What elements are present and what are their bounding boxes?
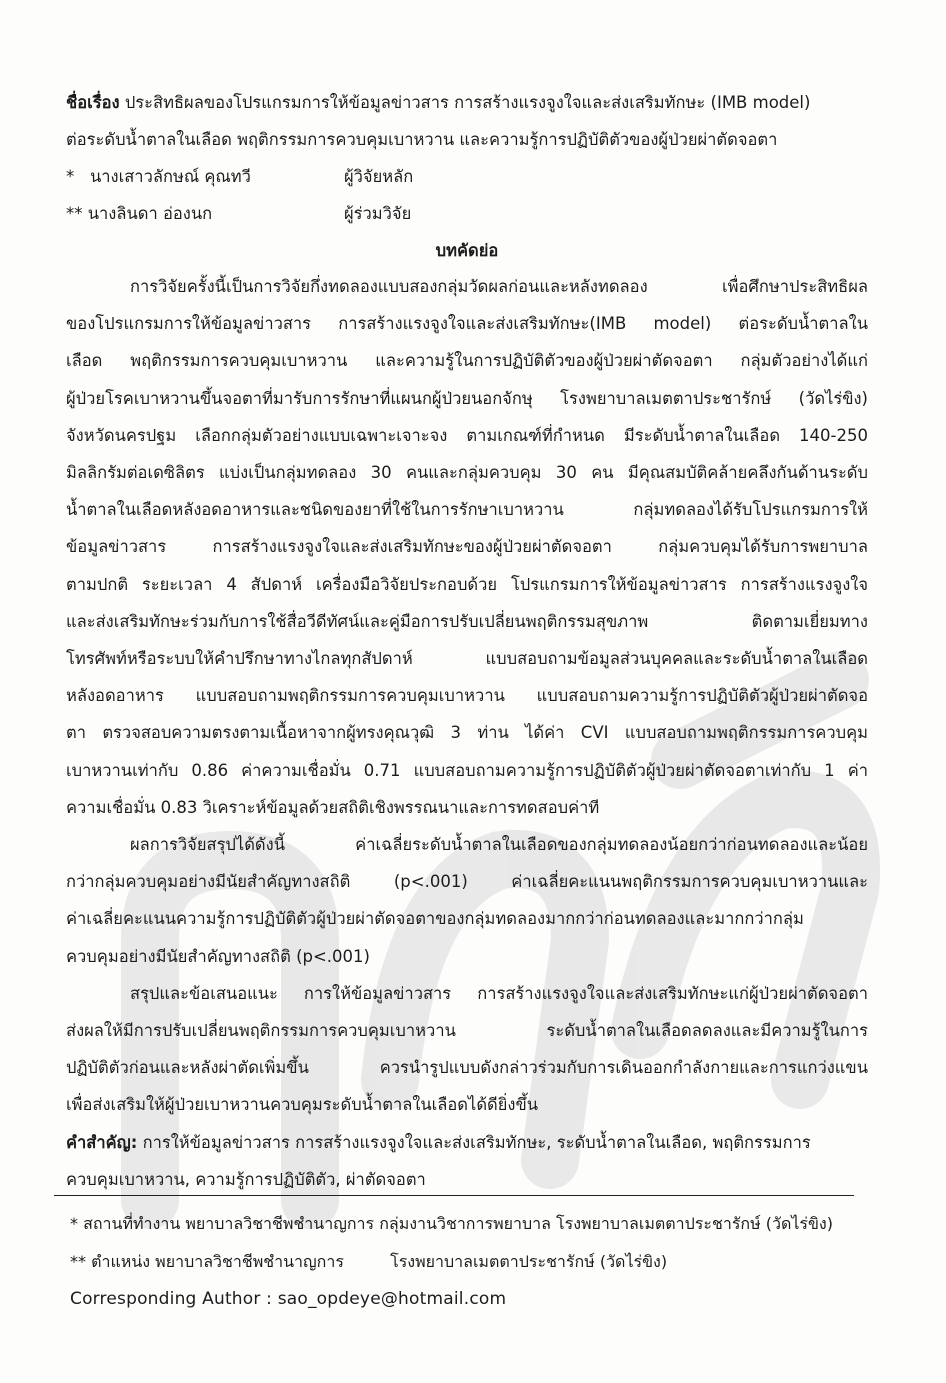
p2-line: ค่าเฉลี่ยคะแนนความรู้การปฏิบัติตัวผู้ป่วยผ่าตัดจอตาของกลุ่มทดลองมากกว่าก่อนทดลองและมากกว่ากลุ่ม: [66, 909, 804, 929]
footnote-position-title: ** ตำแหน่ง พยาบาลวิชาชีพชำนาญการ: [70, 1252, 344, 1271]
p3-line: เพื่อส่งเสริมให้ผู้ป่วยเบาหวานควบคุมระดับน้ำตาลในเลือดได้ดียิ่งขึ้น: [66, 1095, 539, 1115]
title-line-1: [66, 84, 868, 121]
author-1-name: นางเสาวลักษณ์ คุณทวี: [90, 167, 251, 186]
p3-line: ส่งผลให้มีการปรับเปลี่ยนพฤติกรรมการควบคุมเบาหวาน ระดับน้ำตาลในเลือดลดลงและมีความรู้ในการ: [66, 1021, 868, 1041]
p1-line: ข้อมูลข่าวสาร การสร้างแรงจูงใจและส่งเสริมทักษะของผู้ป่วยผ่าตัดจอตา กลุ่มควบคุมได้รับการพยาบาล: [66, 537, 868, 557]
keywords-line-2: ควบคุมเบาหวาน, ความรู้การปฏิบัติตัว, ผ่าตัดจอตา: [66, 1169, 426, 1189]
corresponding-author: Corresponding Author : sao_opdeye@hotmail.com: [70, 1289, 507, 1309]
footnote-position-hospital: โรงพยาบาลเมตตาประชารักษ์ (วัดไร่ขิง): [390, 1252, 668, 1271]
author-2-name: นางลินดา อ่องนก: [87, 204, 213, 223]
p1-line: ตามปกติ ระยะเวลา 4 สัปดาห์ เครื่องมือวิจัยประกอบด้วย โปรแกรมการให้ข้อมูลข่าวสาร การสร้างแรงจูงใจ: [66, 574, 868, 594]
author-row-1: [66, 158, 868, 195]
keywords-label: คำสำคัญ:: [66, 1132, 138, 1152]
author-2-role: ผู้ร่วมวิจัย: [344, 204, 412, 223]
p1-line: ของโปรแกรมการให้ข้อมูลข่าวสาร การสร้างแรงจูงใจและส่งเสริมทักษะ(IMB model) ต่อระดับน้ำตาลใน: [66, 314, 868, 334]
p1-line: มิลลิกรัมต่อเดซิลิตร แบ่งเป็นกลุ่มทดลอง 30 คนและกลุ่มควบคุม 30 คน มีคุณสมบัติคล้ายคลึงกันด้านระดับ: [66, 463, 868, 483]
p1-line: จังหวัดนครปฐม เลือกกลุ่มตัวอย่างแบบเฉพาะเจาะจง ตามเกณฑ์ที่กำหนด มีระดับน้ำตาลในเลือด 140-250: [66, 425, 868, 445]
footnote-workplace: * สถานที่ทำงาน พยาบาลวิชาชีพชำนาญการ กลุ่มงานวิชาการพยาบาล โรงพยาบาลเมตตาประชารักษ์ (วัดไร่ขิง): [70, 1214, 833, 1233]
keywords-line-1: [66, 1124, 868, 1161]
p1-line: โทรศัพท์หรือระบบให้คำปรึกษาทางไกลทุกสัปดาห์ แบบสอบถามข้อมูลส่วนบุคคลและระดับน้ำตาลในเลือด: [66, 649, 868, 669]
p1-line: เบาหวานเท่ากับ 0.86 ค่าความเชื่อมั่น 0.71 แบบสอบถามความรู้การปฏิบัติตัวผู้ป่วยผ่าตัดจอตาเท่ากับ 1 ค่า: [66, 760, 868, 780]
author-row-2: [66, 195, 868, 232]
title-label: ชื่อเรื่อง: [66, 93, 120, 112]
title-line-2: ต่อระดับน้ำตาลในเลือด พฤติกรรมการควบคุมเบาหวาน และความรู้การปฏิบัติตัวของผู้ป่วยผ่าตัดจอตา: [66, 130, 778, 149]
p2-line: กว่ากลุ่มควบคุมอย่างมีนัยสำคัญทางสถิติ (p<.001) ค่าเฉลี่ยคะแนนพฤติกรรมการควบคุมเบาหวานและ: [66, 872, 868, 892]
author-1: * นางเสาวลักษณ์ คุณทวี: [66, 167, 251, 186]
p2-line: ควบคุมอย่างมีนัยสำคัญทางสถิติ (p<.001): [66, 946, 370, 966]
abstract-paragraph-2: [66, 826, 868, 975]
p3-line: สรุปและข้อเสนอแนะ การให้ข้อมูลข่าวสาร การสร้างแรงจูงใจและส่งเสริมทักษะแก่ผู้ป่วยผ่าตัดจอตา: [130, 983, 868, 1003]
author-1-role: ผู้วิจัยหลัก: [344, 167, 414, 186]
main-content: [66, 84, 868, 1198]
p2-line: ผลการวิจัยสรุปได้ดังนี้ ค่าเฉลี่ยระดับน้ำตาลในเลือดของกลุ่มทดลองน้อยกว่าก่อนทดลองและน้อย: [130, 835, 868, 855]
p3-line: ปฏิบัติตัวก่อนและหลังผ่าตัดเพิ่มขึ้น ควรนำรูปแบบดังกล่าวร่วมกับการเดินออกกำลังกายและการแกว่งแขน: [66, 1058, 868, 1078]
abstract-paragraph-3: [66, 975, 868, 1124]
p1-line: และส่งเสริมทักษะร่วมกับการใช้สื่อวีดีทัศน์และคู่มือการปรับเปลี่ยนพฤติกรรมสุขภาพ ติดตามเยี่ยมทาง: [66, 611, 868, 631]
author-2: ** นางลินดา อ่องนก: [66, 204, 213, 223]
p1-line: ตา ตรวจสอบความตรงตามเนื้อหาจากผู้ทรงคุณวุฒิ 3 ท่าน ได้ค่า CVI แบบสอบถามพฤติกรรมการควบคุม: [66, 723, 868, 743]
abstract-heading: บทคัดย่อ: [435, 241, 499, 260]
keywords-text-1: การให้ข้อมูลข่าวสาร การสร้างแรงจูงใจและส่งเสริมทักษะ, ระดับน้ำตาลในเลือด, พฤติกรรมการ: [142, 1132, 811, 1152]
p1-line: ผู้ป่วยโรคเบาหวานขึ้นจอตาที่มารับการรักษาที่แผนกผู้ป่วยนอกจักษุ โรงพยาบาลเมตตาประชารักษ์ (วัดไร่ขิง): [66, 388, 868, 408]
footnote-position: [70, 1250, 667, 1275]
p1-line: เลือด พฤติกรรมการควบคุมเบาหวาน และความรู้ในการปฏิบัติตัวของผู้ป่วยผ่าตัดจอตา กลุ่มตัวอย่างได้แก่: [66, 351, 868, 371]
p1-line: การวิจัยครั้งนี้เป็นการวิจัยกึ่งทดลองแบบสองกลุ่มวัดผลก่อนและหลังทดลอง เพื่อศึกษาประสิทธิผล: [130, 277, 868, 296]
p1-line: ความเชื่อมั่น 0.83 วิเคราะห์ข้อมูลด้วยสถิติเชิงพรรณนาและการทดสอบค่าที: [66, 797, 600, 817]
title-text-1: ประสิทธิผลของโปรแกรมการให้ข้อมูลข่าวสาร การสร้างแรงจูงใจและส่งเสริมทักษะ (IMB model): [124, 93, 811, 112]
abstract-paragraph-1: [66, 268, 868, 826]
p1-line: น้ำตาลในเลือดหลังอดอาหารและชนิดของยาที่ใช้ในการรักษาเบาหวาน กลุ่มทดลองได้รับโปรแกรมการให้: [66, 500, 868, 520]
p1-line: หลังอดอาหาร แบบสอบถามพฤติกรรมการควบคุมเบาหวาน แบบสอบถามความรู้การปฏิบัติตัวผู้ป่วยผ่าตัดจอ: [66, 686, 868, 706]
